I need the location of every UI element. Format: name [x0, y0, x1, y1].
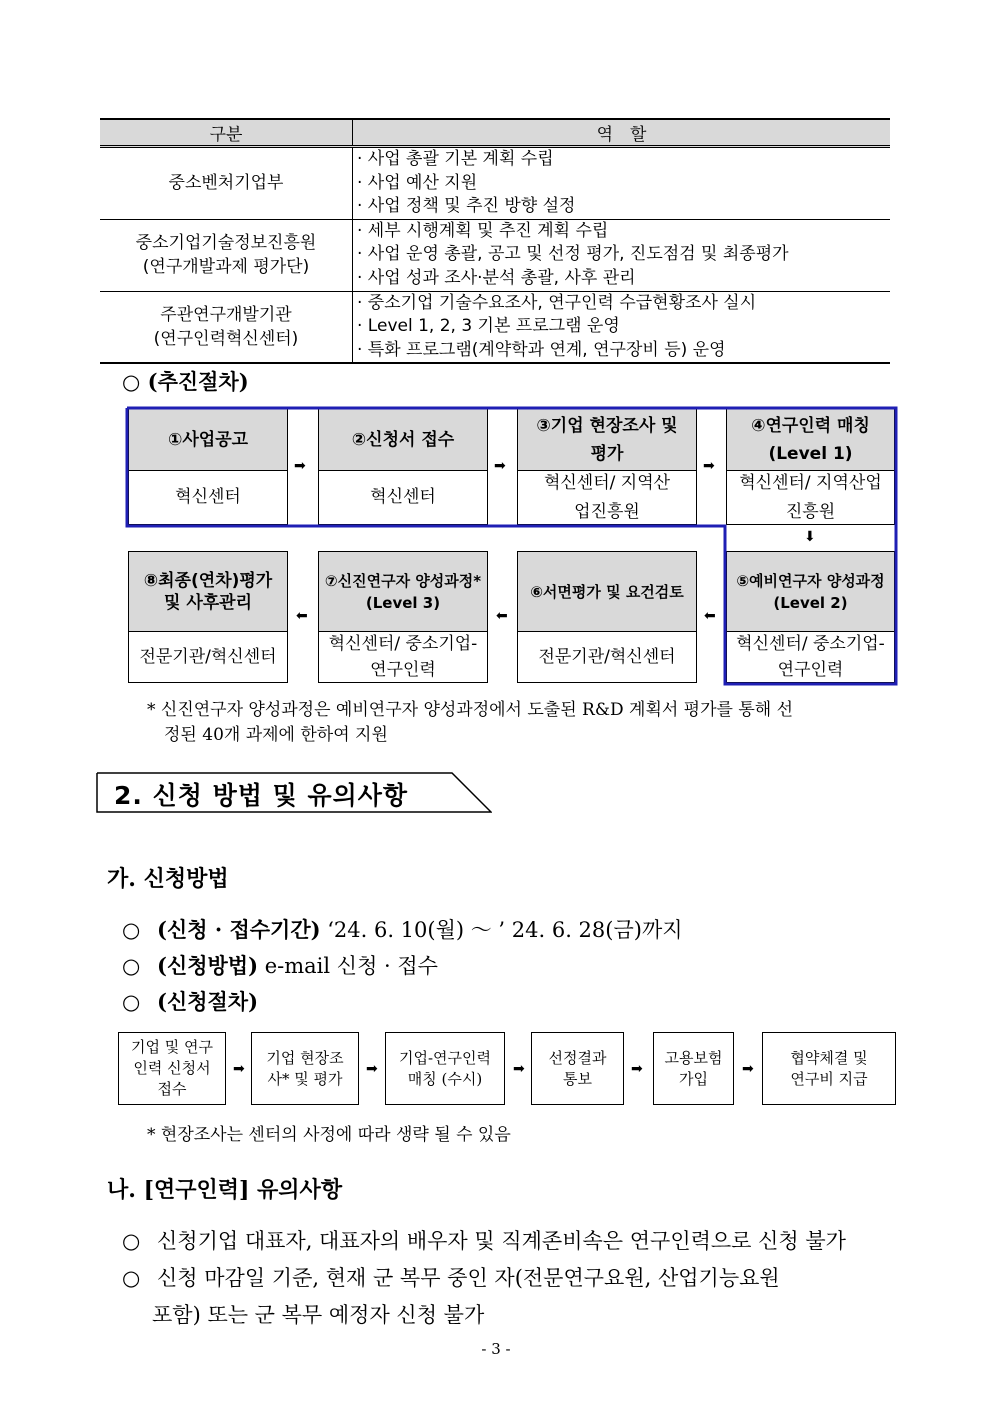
role-line: · 사업 운영 총괄, 공고 및 선정 평가, 진도점검 및 최종평가: [357, 244, 789, 265]
ga-item-procedure: [122, 984, 683, 1020]
role-line: · 특화 프로그램(계약학과 연계, 연구장비 등) 운영: [357, 339, 726, 360]
na-item-1: [122, 1223, 902, 1260]
bullet: ○: [122, 954, 141, 978]
arrow-right-icon: ➡: [513, 1061, 525, 1077]
step-owner: 혁신센터/ 중소기업-연구인력: [328, 634, 478, 680]
ga-heading: 가. 신청방법: [107, 866, 229, 892]
step-title: ⑥서면평가 및 요건검토: [518, 552, 696, 632]
procedure-note: [147, 698, 907, 748]
arrow-right-icon: ➡: [703, 458, 715, 474]
page-number: - 3 -: [481, 1340, 511, 1358]
step-owner: 전문기관/혁신센터: [139, 646, 277, 667]
flow-step-2: 기업 현장조사* 및 평가: [251, 1032, 359, 1105]
role-line: · 사업 총괄 기본 계획 수립: [357, 149, 554, 169]
step-title: ⑧최종(연차)평가 및 사후관리: [129, 552, 287, 632]
org-name: 중소벤처기업부: [168, 173, 284, 194]
na-items: [122, 1223, 902, 1334]
role-line: · 사업 예산 지원: [357, 172, 478, 193]
arrow-right-icon: ➡: [233, 1061, 245, 1077]
arrow-left-icon: ⬅: [296, 608, 308, 624]
item-text: 신청 마감일 기준, 현재 군 복무 중인 자(전문연구요원, 산업기능요원: [157, 1266, 780, 1290]
arrow-down-icon: ⬇: [804, 529, 816, 545]
step-owner: 혁신센터/ 중소기업-연구인력: [736, 634, 885, 680]
flow-step-4: 선정결과 통보: [531, 1032, 624, 1105]
flow-step-1: 기업 및 연구인력 신청서 접수: [118, 1032, 226, 1105]
bullet: ○: [122, 1229, 141, 1253]
table-header-role: 역 할: [353, 119, 891, 147]
org-name: 주관연구개발기관: [160, 304, 292, 325]
arrow-left-icon: ⬅: [496, 608, 508, 624]
procedure-heading: ○ (추진절차): [122, 369, 249, 394]
item-label: (신청방법): [157, 953, 259, 978]
ga-item-method: [122, 948, 683, 984]
table-header-category: 구분: [100, 119, 353, 147]
ga-item-period: [122, 912, 683, 948]
item-label: (신청 · 접수기간): [157, 917, 321, 942]
step-title: ①사업공고: [129, 409, 287, 471]
org-name: 중소기업기술정보진흥원: [135, 233, 317, 253]
org-subname: (연구개발과제 평가단): [142, 257, 310, 277]
step-owner: 혁신센터/ 지역산업진흥원: [739, 472, 882, 522]
highlight-frame: [0, 0, 992, 700]
na-item-2-cont: 포함) 또는 군 복무 예정자 신청 불가: [152, 1303, 485, 1327]
step-owner: 혁신센터/ 지역산업진흥원: [543, 472, 671, 522]
arrow-right-icon: ➡: [294, 458, 306, 474]
flow-note: * 현장조사는 센터의 사정에 따라 생략 될 수 있음: [147, 1125, 511, 1145]
flow-step-3: 기업-연구인력 매칭 (수시): [385, 1032, 505, 1105]
item-text: 신청기업 대표자, 대표자의 배우자 및 직계존비속은 연구인력으로 신청 불가: [157, 1229, 846, 1253]
step-owner: 혁신센터: [175, 487, 241, 507]
arrow-left-icon: ⬅: [704, 608, 716, 624]
note-line: 정된 40개 과제에 한하여 지원: [164, 725, 388, 745]
arrow-right-icon: ➡: [742, 1061, 754, 1077]
step-owner: 혁신센터: [370, 487, 436, 507]
bullet: ○: [122, 918, 141, 942]
step-title: ②신청서 접수: [319, 409, 487, 471]
role-line: · 사업 정책 및 추진 방향 설정: [357, 196, 576, 216]
step-owner: 전문기관/혁신센터: [538, 646, 676, 667]
flow-step-6: 협약체결 및 연구비 지급: [762, 1032, 896, 1105]
role-line: · 세부 시행계획 및 추진 계획 수립: [357, 220, 609, 241]
step-title: ③기업 현장조사 및 평가: [518, 409, 696, 471]
role-line: · Level 1, 2, 3 기본 프로그램 운영: [357, 316, 620, 336]
arrow-right-icon: ➡: [366, 1061, 378, 1077]
arrow-right-icon: ➡: [631, 1061, 643, 1077]
item-label: (신청절차): [157, 989, 259, 1014]
org-subname: (연구인력혁신센터): [153, 328, 299, 349]
flow-step-5: 고용보험 가입: [653, 1032, 734, 1105]
item-text: ‘24. 6. 10(월) ～ ’ 24. 6. 28(금)까지: [320, 918, 683, 942]
section-title-text: 2. 신청 방법 및 유의사항: [114, 781, 409, 810]
role-line: · 사업 성과 조사·분석 총괄, 사후 관리: [357, 267, 636, 288]
na-heading: 나. [연구인력] 유의사항: [107, 1177, 343, 1203]
role-line: · 중소기업 기술수요조사, 연구인력 수급현황조사 실시: [357, 292, 757, 313]
section-title: [96, 772, 492, 813]
bullet: ○: [122, 990, 141, 1014]
item-text: e-mail 신청 · 접수: [258, 954, 438, 978]
note-line: * 신진연구자 양성과정은 예비연구자 양성과정에서 도출된 R&D 계획서 평가를 통해 선: [147, 700, 794, 720]
arrow-right-icon: ➡: [494, 458, 506, 474]
bullet: ○: [122, 1266, 141, 1290]
na-item-2: [122, 1260, 902, 1297]
step-title: ⑦신진연구자 양성과정* (Level 3): [319, 552, 487, 632]
step-title: ⑤예비연구자 양성과정 (Level 2): [727, 552, 894, 632]
ga-items: [122, 912, 683, 1020]
step-title: ④연구인력 매칭 (Level 1): [727, 409, 894, 471]
